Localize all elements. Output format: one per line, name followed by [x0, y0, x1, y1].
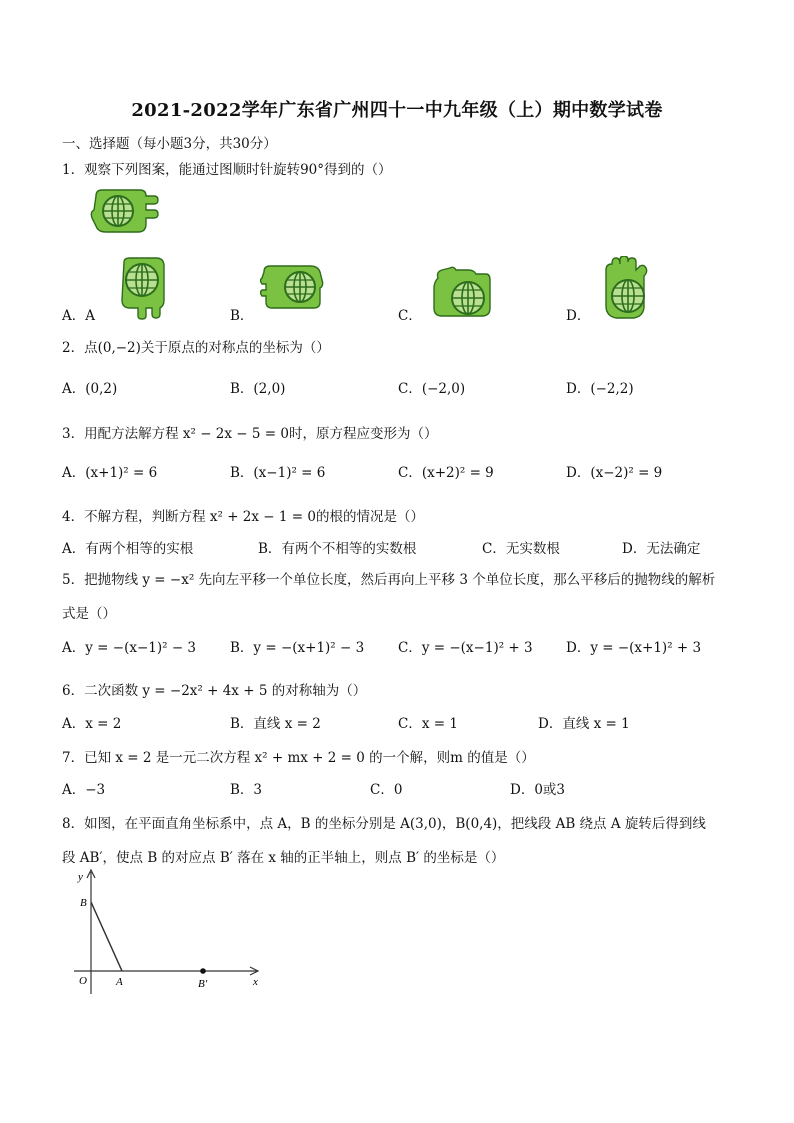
question-2-option-b[interactable]: B．(2,0): [230, 381, 286, 397]
option-c-globe-hand-icon: [428, 264, 492, 320]
question-8-stem-line2: 段 AB′，使点 B 的对应点 B′ 落在 x 轴的正半轴上，则点 B′ 的坐标是（）: [62, 850, 505, 866]
point-b-prime: [200, 968, 206, 974]
question-1-stem: 1．观察下列图案，能通过图顺时针旋转90°得到的（）: [62, 162, 392, 178]
question-1-option-a[interactable]: A．A: [62, 308, 95, 324]
question-5-stem-line1: 5．把抛物线 y = −x² 先向左平移一个单位长度，然后再向上平移 3 个单位长度，那么平移后的抛物线的解析: [62, 572, 716, 588]
option-d-globe-hand-icon: [598, 256, 654, 322]
question-1-option-b[interactable]: B．: [230, 308, 254, 324]
label-y: y: [78, 871, 83, 883]
question-2-stem: 2．点(0,−2)关于原点的对称点的坐标为（）: [62, 340, 330, 356]
question-7-option-d[interactable]: D．0或3: [510, 782, 566, 798]
question-1-option-c[interactable]: C．: [398, 308, 422, 324]
question-6-option-a[interactable]: A．x = 2: [62, 716, 122, 732]
label-b-prime: B′: [198, 978, 208, 990]
question-5-option-a[interactable]: A．y = −(x−1)² − 3: [62, 640, 197, 656]
question-3-option-b[interactable]: B．(x−1)² = 6: [230, 465, 326, 481]
option-a-globe-hand-icon: [116, 256, 170, 320]
question-2-option-d[interactable]: D．(−2,2): [566, 381, 634, 397]
question-8-stem-line1: 8．如图，在平面直角坐标系中，点 A，B 的坐标分别是 A(3,0)，B(0,4)，把线段 AB 绕点 A 旋转后得到线: [62, 816, 706, 832]
question-4-option-b[interactable]: B．有两个不相等的实数根: [258, 541, 417, 557]
label-x: x: [253, 976, 258, 988]
question-5-option-b[interactable]: B．y = −(x+1)² − 3: [230, 640, 365, 656]
question-6-stem: 6．二次函数 y = −2x² + 4x + 5 的对称轴为（）: [62, 683, 367, 699]
question-2-option-c[interactable]: C．(−2,0): [398, 381, 466, 397]
question-2-option-a[interactable]: A．(0,2): [62, 381, 118, 397]
question-7-option-c[interactable]: C．0: [370, 782, 403, 798]
label-b: B: [80, 897, 87, 909]
label-o: O: [79, 975, 87, 987]
question-3-option-c[interactable]: C．(x+2)² = 9: [398, 465, 494, 481]
question-4-option-d[interactable]: D．无法确定: [622, 541, 701, 557]
question-7-option-a[interactable]: A．−3: [62, 782, 106, 798]
question-7-stem: 7．已知 x = 2 是一元二次方程 x² + mx + 2 = 0 的一个解，则m 的值是（）: [62, 750, 535, 766]
question-1-option-d[interactable]: D．: [566, 308, 591, 324]
question-8-figure: [70, 866, 270, 996]
question-6-option-c[interactable]: C．x = 1: [398, 716, 458, 732]
question-4-stem: 4．不解方程，判断方程 x² + 2x − 1 = 0的根的情况是（）: [62, 509, 424, 525]
question-3-option-a[interactable]: A．(x+1)² = 6: [62, 465, 158, 481]
segment-ab: [91, 902, 122, 971]
option-b-globe-hand-icon: [260, 262, 326, 312]
question-4-option-c[interactable]: C．无实数根: [482, 541, 560, 557]
question-6-option-b[interactable]: B．直线 x = 2: [230, 716, 321, 732]
question-5-option-c[interactable]: C．y = −(x−1)² + 3: [398, 640, 533, 656]
question-6-option-d[interactable]: D．直线 x = 1: [538, 716, 630, 732]
label-a: A: [116, 976, 123, 988]
page-title: 2021-2022学年广东省广州四十一中九年级（上）期中数学试卷: [131, 100, 663, 121]
question-3-stem: 3．用配方法解方程 x² − 2x − 5 = 0时，原方程应变形为（）: [62, 426, 438, 442]
question-7-option-b[interactable]: B．3: [230, 782, 263, 798]
question-5-option-d[interactable]: D．y = −(x+1)² + 3: [566, 640, 702, 656]
section-header: 一、选择题（每小题3分，共30分）: [62, 136, 277, 152]
question-3-option-d[interactable]: D．(x−2)² = 9: [566, 465, 663, 481]
globe-hand-icon: [88, 186, 160, 238]
question-5-stem-line2: 式是（）: [62, 606, 116, 622]
question-4-option-a[interactable]: A．有两个相等的实根: [62, 541, 194, 557]
